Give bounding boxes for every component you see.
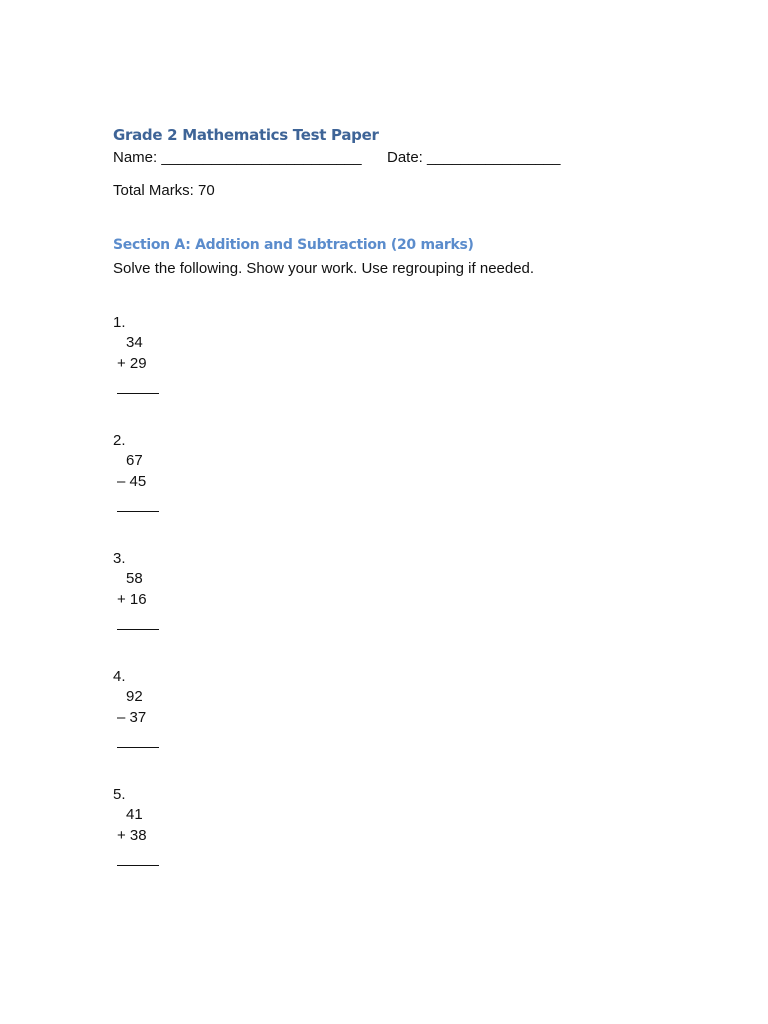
total-marks: Total Marks: 70 [113, 182, 215, 199]
problem-bottom-operand: – 45 [117, 473, 147, 490]
problem-item [113, 668, 233, 758]
problem-number: 4. [113, 668, 126, 685]
problem-top-operand: 58 [126, 570, 143, 587]
problem-item [113, 786, 233, 876]
section-a-instructions: Solve the following. Show your work. Use regrouping if needed. [113, 260, 535, 277]
answer-line[interactable] [117, 493, 159, 512]
date-field[interactable]: Date: ________________ [387, 149, 561, 166]
answer-line[interactable] [117, 611, 159, 630]
student-info-line [113, 149, 561, 166]
problem-item [113, 550, 233, 640]
problem-bottom-operand: + 29 [117, 355, 147, 372]
problem-number: 3. [113, 550, 126, 567]
section-a-heading: Section A: Addition and Subtraction (20 marks) [113, 237, 474, 253]
problem-top-operand: 41 [126, 806, 143, 823]
problem-bottom-operand: + 38 [117, 827, 147, 844]
answer-line[interactable] [117, 729, 159, 748]
page-title: Grade 2 Mathematics Test Paper [113, 126, 379, 144]
problem-item [113, 432, 233, 522]
problem-item [113, 314, 233, 404]
problem-number: 2. [113, 432, 126, 449]
problem-top-operand: 34 [126, 334, 143, 351]
problem-number: 5. [113, 786, 126, 803]
problem-top-operand: 92 [126, 688, 143, 705]
problem-bottom-operand: – 37 [117, 709, 147, 726]
problem-top-operand: 67 [126, 452, 143, 469]
problem-number: 1. [113, 314, 126, 331]
answer-line[interactable] [117, 375, 159, 394]
answer-line[interactable] [117, 847, 159, 866]
problem-bottom-operand: + 16 [117, 591, 147, 608]
name-field[interactable]: Name: ________________________ [113, 149, 362, 166]
